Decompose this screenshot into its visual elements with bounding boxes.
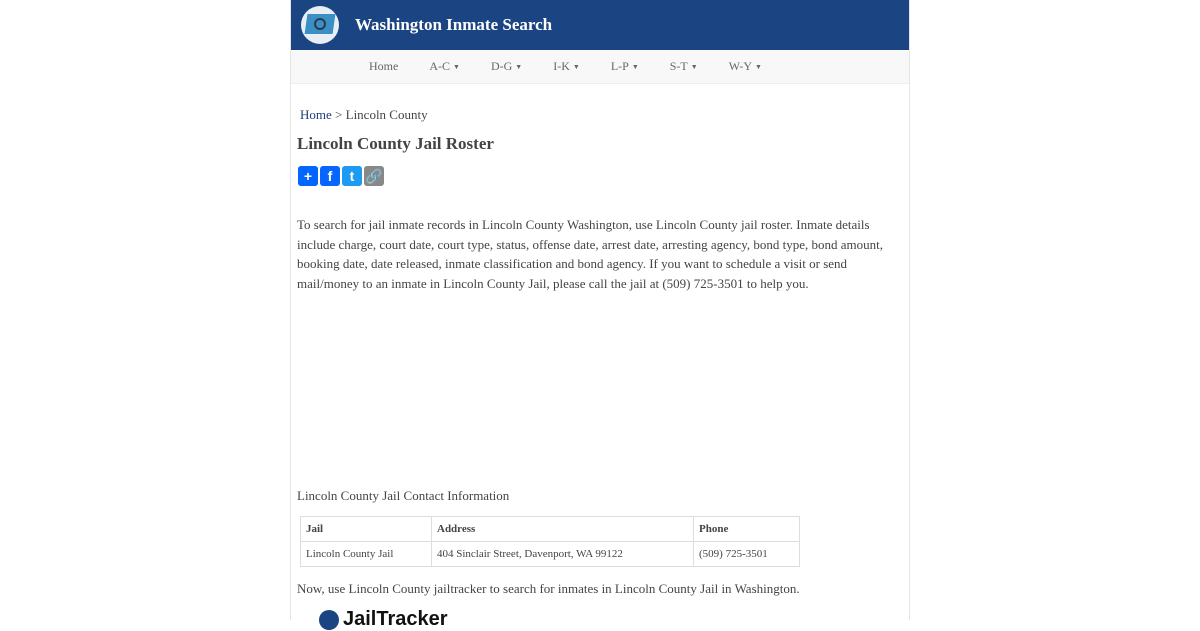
caret-down-icon: ▼ [631,63,639,72]
nav-home[interactable]: Home [369,59,399,73]
main-nav [291,50,909,84]
jailtracker-logo[interactable]: JailTracker [319,608,448,631]
share-buttons [298,166,384,186]
caret-down-icon: ▼ [572,63,580,72]
contact-table: Jail Address Phone Lincoln County Jail 404 Sinclair Street, Davenport, WA 99122 (509) 725-3501 [300,516,800,567]
page-title: Lincoln County Jail Roster [297,134,494,153]
nav-d-g[interactable]: D-G ▼ [490,59,523,73]
caret-down-icon: ▼ [690,63,698,72]
table-row: Lincoln County Jail 404 Sinclair Street, Davenport, WA 99122 (509) 725-3501 [301,542,800,567]
nav-l-p[interactable]: L-P ▼ [610,59,639,73]
twitter-icon[interactable]: t [342,166,362,186]
header [291,0,909,50]
nav-a-c[interactable]: A-C ▼ [429,59,460,73]
contact-heading: Lincoln County Jail Contact Information [297,488,510,503]
caret-down-icon: ▼ [755,63,762,72]
breadcrumb-home[interactable]: Home [300,107,332,122]
copy-link-icon[interactable]: 🔗 [364,166,384,186]
nav-i-k[interactable]: I-K ▼ [553,59,580,73]
intro-text: To search for jail inmate records in Lincoln County Washington, use Lincoln County jail roster. Inmate details include charge, court date, court type, status, offense date, arrest date, arresting agency, bond type, bond amount, booking date, date released, inmate classification and bond agency. If you want to schedule a visit or send mail/money to an inmate in Lincoln County Jail, please call the jail at (509) 725-3501 to help you. [297,217,884,291]
caret-down-icon: ▼ [515,63,523,72]
site-logo[interactable] [301,6,339,44]
facebook-icon[interactable]: f [320,166,340,186]
nav-w-y[interactable]: W-Y ▼ [728,59,762,73]
share-plus-icon[interactable]: + [298,166,318,186]
nav-s-t[interactable]: S-T ▼ [669,59,698,73]
jailtracker-text: Now, use Lincoln County jailtracker to search for inmates in Lincoln County Jail in Washington. [297,581,800,596]
page [290,0,910,630]
caret-down-icon: ▼ [453,63,460,72]
magnifier-icon [314,18,326,30]
site-title[interactable]: Washington Inmate Search [355,15,553,34]
breadcrumb: Home > Lincoln County [300,107,428,122]
